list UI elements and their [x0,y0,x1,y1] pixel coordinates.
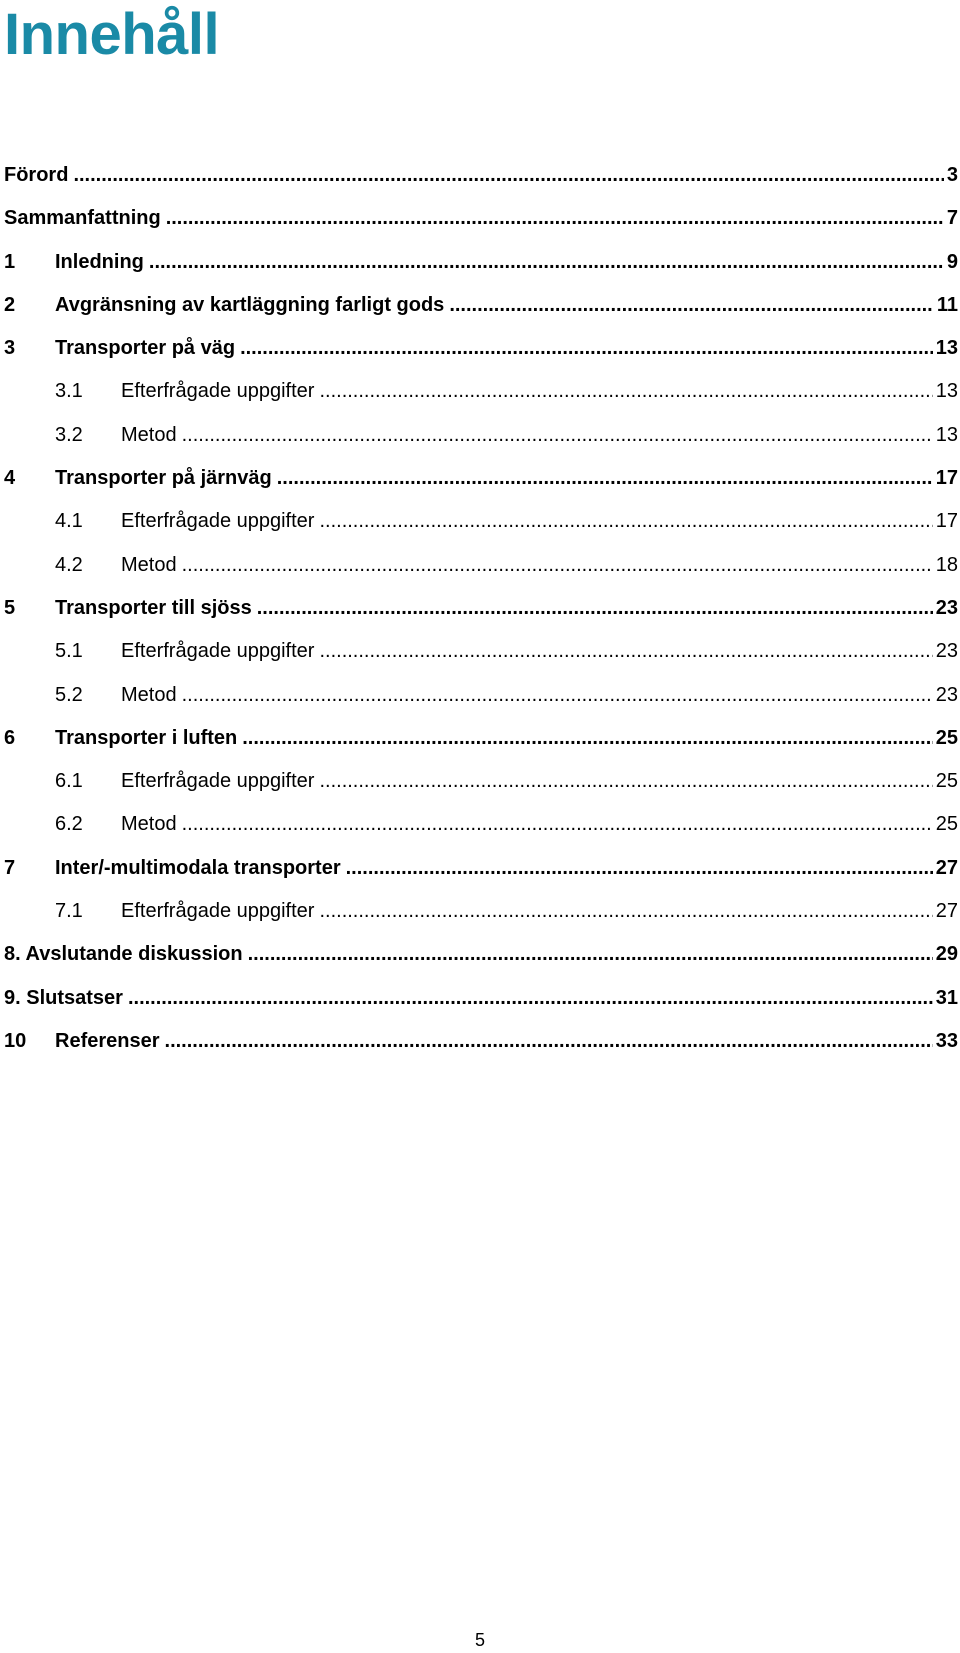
table-of-contents [4,163,958,1072]
toc-entry[interactable] [4,466,958,509]
toc-entry-number: 6 [4,726,16,749]
toc-entry-label: Transporter till sjöss [55,596,252,619]
toc-entry-label: Avgränsning av kartläggning farligt gods [55,293,445,316]
toc-entry-label: Metod [121,423,177,446]
page-number: 5 [474,1630,485,1650]
toc-entry-number: 2 [4,293,16,316]
toc-entry[interactable] [4,683,958,726]
toc-entry[interactable] [4,293,958,336]
toc-entry[interactable] [4,986,958,1029]
toc-entry-number: 5.2 [55,683,83,706]
toc-entry-label: Efterfrågade uppgifter [121,640,315,663]
toc-entry-number: 3.1 [55,380,83,403]
toc-dot-leader [319,899,932,923]
toc-entry-page: 13 [935,380,958,403]
toc-entry-label: Efterfrågade uppgifter [121,900,315,923]
toc-entry[interactable] [4,899,958,942]
toc-dot-leader [319,639,932,663]
toc-entry-number: 4.1 [55,510,83,533]
toc-entry-number: 7.1 [55,900,83,923]
toc-entry-label: 9. Slutsatser [4,986,123,1009]
toc-entry-label: Inledning [55,250,144,273]
toc-entry-page: 25 [935,726,958,749]
toc-entry-label: Sammanfattning [4,207,161,230]
toc-entry[interactable] [4,726,958,769]
page-title: Innehåll [4,2,220,67]
toc-entry[interactable] [4,596,958,639]
toc-entry-label: Efterfrågade uppgifter [121,770,315,793]
toc-entry-label: Transporter i luften [55,726,238,749]
toc-entry[interactable] [4,206,958,249]
toc-dot-leader [149,250,944,274]
toc-entry-page: 3 [946,164,958,186]
toc-dot-leader [449,293,934,317]
toc-dot-leader [257,596,933,620]
toc-entry[interactable] [4,769,958,812]
toc-dot-leader [240,336,933,360]
toc-entry-number: 5 [4,596,16,619]
toc-entry[interactable] [4,639,958,682]
toc-dot-leader [182,423,933,447]
toc-entry-label: Efterfrågade uppgifter [121,510,315,533]
toc-entry-number: 6.2 [55,813,83,836]
toc-entry[interactable] [4,553,958,596]
toc-entry-page: 9 [946,250,958,273]
toc-dot-leader [277,466,933,490]
toc-entry-page: 17 [935,510,958,533]
toc-dot-leader [166,206,944,230]
toc-dot-leader [346,856,933,880]
toc-entry[interactable] [4,379,958,422]
toc-dot-leader [165,1029,933,1053]
toc-entry-label: Transporter på järnväg [55,467,272,490]
toc-dot-leader [319,379,932,403]
toc-entry[interactable] [4,812,958,855]
toc-entry-page: 27 [935,900,958,923]
toc-entry-page: 13 [935,337,958,360]
toc-entry-page: 29 [935,943,958,966]
toc-entry-label: Metod [121,813,177,836]
toc-entry-label: Förord [4,164,69,186]
toc-dot-leader [182,683,933,707]
toc-entry-page: 23 [935,596,958,619]
toc-entry[interactable] [4,1029,958,1072]
toc-dot-leader [128,986,933,1010]
toc-entry-number: 7 [4,856,16,879]
toc-entry[interactable] [4,163,958,206]
toc-entry[interactable] [4,942,958,985]
toc-entry-label: 8. Avslutande diskussion [4,943,243,966]
toc-entry-page: 25 [935,813,958,836]
toc-entry[interactable] [4,509,958,552]
toc-entry-number: 3 [4,337,16,360]
toc-dot-leader [319,769,932,793]
toc-entry-page: 13 [935,423,958,446]
toc-dot-leader [182,553,933,577]
toc-dot-leader [242,726,933,750]
toc-entry-page: 27 [935,856,958,879]
toc-entry-number: 6.1 [55,770,83,793]
toc-entry-page: 17 [935,467,958,490]
toc-entry-page: 11 [936,293,958,316]
toc-entry-number: 1 [4,250,16,273]
toc-entry-label: Transporter på väg [55,337,236,360]
toc-entry[interactable] [4,423,958,466]
toc-entry-label: Referenser [55,1029,160,1052]
toc-entry[interactable] [4,250,958,293]
toc-dot-leader [248,942,933,966]
toc-dot-leader [73,163,943,187]
toc-entry-page: 25 [935,770,958,793]
toc-entry-page: 23 [935,683,958,706]
toc-entry[interactable] [4,336,958,379]
toc-dot-leader [319,509,932,533]
toc-dot-leader [182,812,933,836]
toc-entry-label: Metod [121,553,177,576]
toc-entry-number: 10 [4,1029,27,1052]
toc-entry-number: 5.1 [55,640,83,663]
toc-entry-number: 4 [4,467,16,490]
toc-entry-page: 18 [935,553,958,576]
toc-entry-page: 31 [935,986,958,1009]
toc-entry-label: Metod [121,683,177,706]
toc-entry-label: Efterfrågade uppgifter [121,380,315,403]
toc-entry-page: 23 [935,640,958,663]
toc-entry-page: 7 [946,207,958,230]
toc-entry[interactable] [4,856,958,899]
toc-entry-label: Inter/-multimodala transporter [55,856,341,879]
toc-entry-page: 33 [935,1029,958,1052]
toc-entry-number: 3.2 [55,423,83,446]
toc-entry-number: 4.2 [55,553,83,576]
